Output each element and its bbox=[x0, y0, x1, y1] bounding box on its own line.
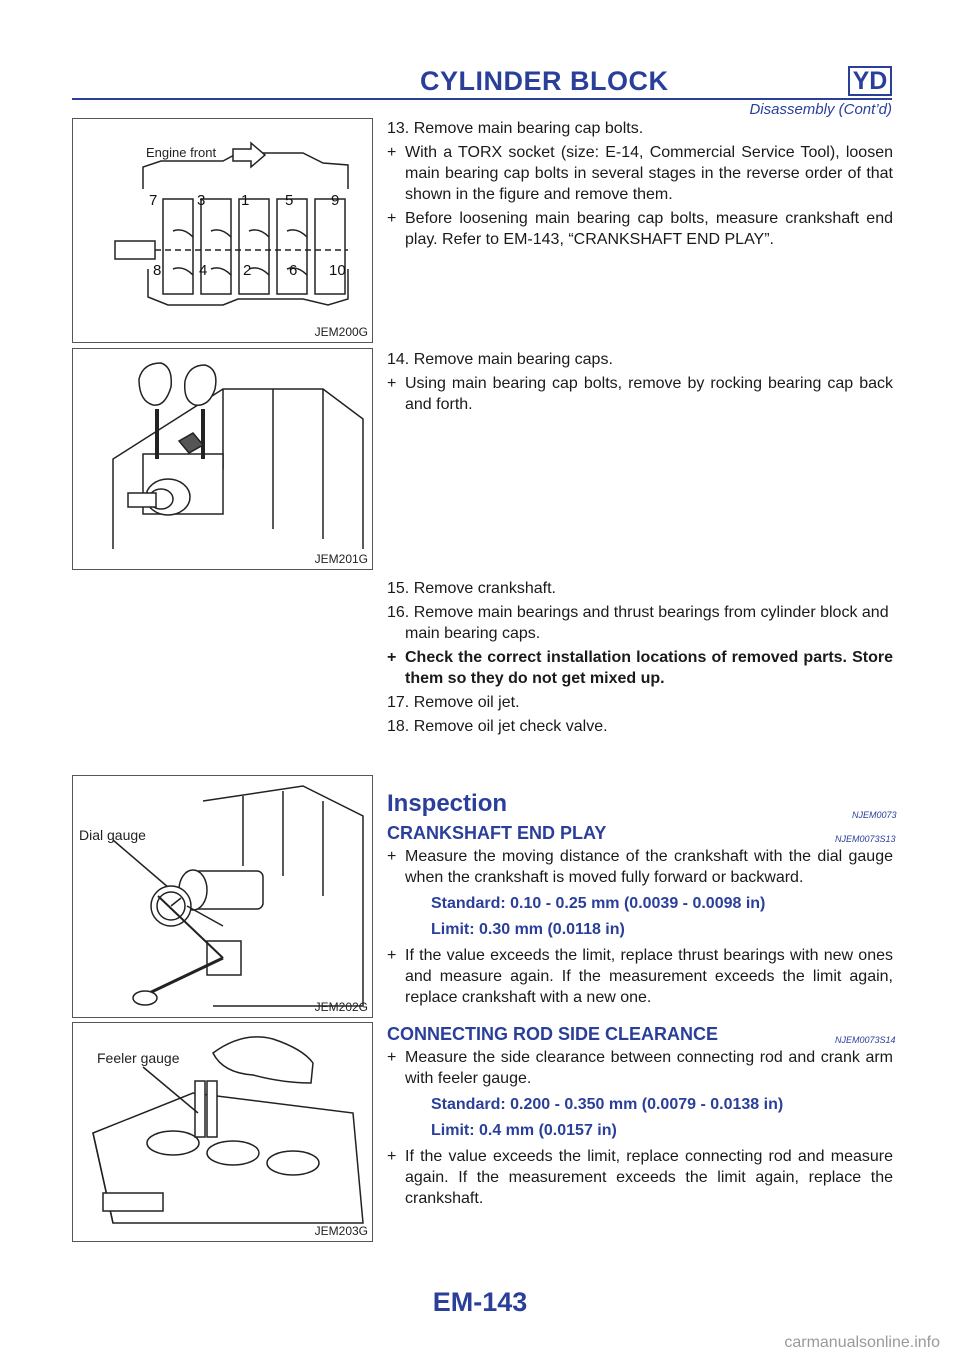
end-play-limit: Limit: 0.30 mm (0.0118 in) bbox=[431, 921, 625, 938]
side-clearance-limit: Limit: 0.4 mm (0.0157 in) bbox=[431, 1122, 617, 1139]
side-clearance-bullet-2: If the value exceeds the limit, replace connecting rod and measure again. If the measurement exceeds the limit again, replace the crankshaft. bbox=[405, 1148, 893, 1207]
step-16: 16. Remove main bearings and thrust bearings from cylinder block and main bearing caps. bbox=[387, 604, 889, 642]
figure-label: JEM203G bbox=[314, 1224, 368, 1238]
list-item bbox=[387, 945, 893, 1008]
bolt-number: 3 bbox=[197, 192, 206, 209]
end-play-bullet-2: If the value exceeds the limit, replace thrust bearings with new ones and measure again. If the measurement exceeds the limit again, replace crankshaft with a new one. bbox=[405, 947, 893, 1006]
end-play-block bbox=[387, 846, 893, 1011]
inspection-heading: Inspection bbox=[387, 790, 508, 817]
list-item bbox=[387, 142, 893, 205]
bullet-mark: + bbox=[387, 144, 397, 161]
section-subtitle: Disassembly (Cont’d) bbox=[749, 101, 892, 118]
step-13: 13. Remove main bearing cap bolts. bbox=[387, 120, 644, 137]
bolt-number: 10 bbox=[329, 262, 346, 279]
watermark: carmanualsonline.info bbox=[784, 1334, 940, 1351]
bullet-mark: + bbox=[387, 649, 397, 666]
step-15: 15. Remove crankshaft. bbox=[387, 580, 556, 597]
feeler-gauge-illustration bbox=[73, 1023, 373, 1242]
side-clearance-heading: CONNECTING ROD SIDE CLEARANCE bbox=[387, 1024, 719, 1044]
list-item bbox=[387, 1146, 893, 1209]
engine-front-callout: Engine front bbox=[146, 145, 217, 160]
side-clearance-block bbox=[387, 1047, 893, 1212]
section-title: CYLINDER BLOCK bbox=[420, 66, 669, 96]
step-13-bullet-2: Before loosening main bearing cap bolts, measure crankshaft end play. Refer to EM-143, “CRANKSHAFT END PLAY”. bbox=[405, 210, 893, 248]
bolt-number: 9 bbox=[331, 192, 340, 209]
list-item bbox=[387, 208, 893, 250]
step-14-block bbox=[387, 349, 893, 418]
figure-label: JEM200G bbox=[314, 325, 368, 339]
step-15-18-block bbox=[387, 578, 893, 740]
figure-jem203g bbox=[72, 1022, 373, 1242]
step-13-block bbox=[387, 118, 893, 253]
figure-jem201g bbox=[72, 348, 373, 570]
bullet-mark: + bbox=[387, 210, 397, 227]
end-play-ref: NJEM0073S13 bbox=[835, 834, 896, 844]
step-14-bullet-1: Using main bearing cap bolts, remove by rocking bearing cap back and forth. bbox=[405, 375, 893, 413]
engine-code-badge: YD bbox=[848, 66, 892, 96]
side-clearance-bullet-1: Measure the side clearance between connecting rod and crank arm with feeler gauge. bbox=[405, 1049, 893, 1087]
bearing-cap-bolt-order-diagram bbox=[73, 119, 373, 343]
bolt-number: 7 bbox=[149, 192, 158, 209]
bullet-mark: + bbox=[387, 947, 397, 964]
bullet-mark: + bbox=[387, 848, 397, 865]
figure-label: JEM201G bbox=[314, 552, 368, 566]
remove-bearing-caps-illustration bbox=[73, 349, 373, 570]
bullet-mark: + bbox=[387, 375, 397, 392]
step-17: 17. Remove oil jet. bbox=[387, 694, 520, 711]
header-divider bbox=[72, 98, 892, 100]
list-item bbox=[387, 373, 893, 415]
bolt-number: 6 bbox=[289, 262, 298, 279]
bolt-number: 4 bbox=[199, 262, 208, 279]
inspection-ref: NJEM0073 bbox=[852, 810, 897, 820]
end-play-heading: CRANKSHAFT END PLAY bbox=[387, 823, 607, 843]
dial-gauge-callout: Dial gauge bbox=[79, 827, 146, 843]
dial-gauge-illustration bbox=[73, 776, 373, 1018]
feeler-gauge-callout: Feeler gauge bbox=[97, 1050, 180, 1066]
bullet-mark: + bbox=[387, 1049, 397, 1066]
end-play-bullet-1: Measure the moving distance of the crankshaft with the dial gauge when the crankshaft is moved fully forward or backward. bbox=[405, 848, 893, 886]
figure-label: JEM202G bbox=[314, 1000, 368, 1014]
page-number: EM-143 bbox=[432, 1287, 528, 1317]
step-16-bullet-1: Check the correct installation locations of removed parts. Store them so they do not get mixed up. bbox=[405, 649, 893, 687]
bolt-number: 1 bbox=[241, 192, 250, 209]
step-18: 18. Remove oil jet check valve. bbox=[387, 718, 608, 735]
figure-jem202g bbox=[72, 775, 373, 1018]
bolt-number: 2 bbox=[243, 262, 252, 279]
bolt-number: 8 bbox=[153, 262, 162, 279]
side-clearance-standard: Standard: 0.200 - 0.350 mm (0.0079 - 0.0138 in) bbox=[431, 1096, 784, 1113]
list-item bbox=[387, 647, 893, 689]
list-item bbox=[387, 1047, 893, 1089]
end-play-standard: Standard: 0.10 - 0.25 mm (0.0039 - 0.0098 in) bbox=[431, 895, 766, 912]
side-clearance-ref: NJEM0073S14 bbox=[835, 1035, 896, 1045]
list-item bbox=[387, 846, 893, 888]
step-13-bullet-1: With a TORX socket (size: E-14, Commercial Service Tool), loosen main bearing cap bolts in several stages in the reverse order of that shown in the figure and remove them. bbox=[405, 144, 893, 203]
bullet-mark: + bbox=[387, 1148, 397, 1165]
step-14: 14. Remove main bearing caps. bbox=[387, 351, 613, 368]
bolt-number: 5 bbox=[285, 192, 294, 209]
figure-jem200g bbox=[72, 118, 373, 343]
